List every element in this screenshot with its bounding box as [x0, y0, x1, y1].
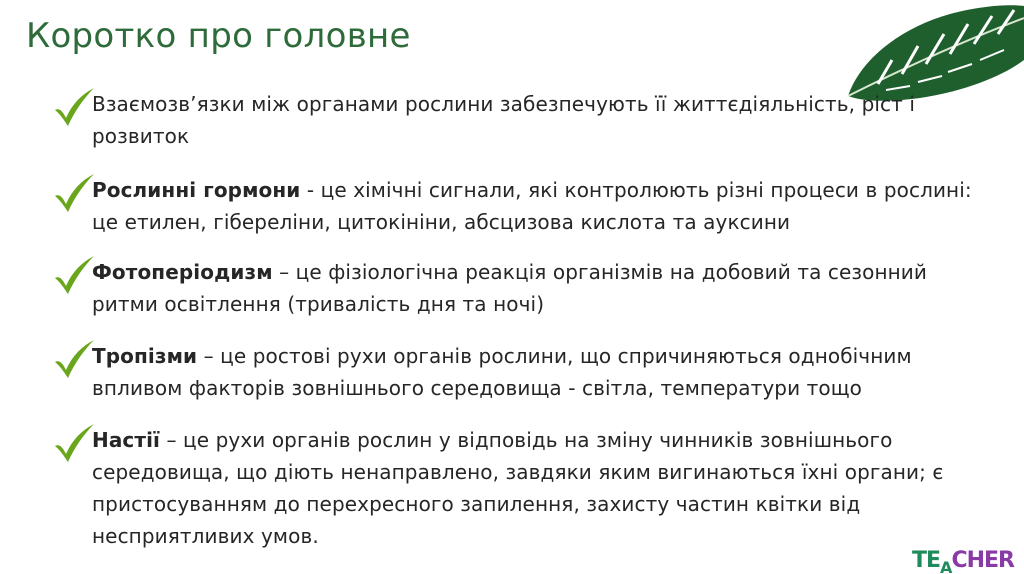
- bullet-description: – це рухи органів рослин у відповідь на зміну чинників зовнішнього середовища, що діють ненаправлено, завдяки яким вигинаються їхні органи; є пристосуванням до перехресного запилення, захисту частин квітки від несприятливих умов.: [92, 428, 944, 548]
- logo-part: CHER: [951, 548, 1014, 573]
- bullet-text: [92, 340, 992, 404]
- bullet-term: Тропізми: [92, 344, 198, 368]
- bullet-description: Взаємозв’язки між органами рослини забезпечують її життєдіяльність, ріст і розвиток: [92, 92, 915, 148]
- logo-part: TE: [912, 548, 941, 573]
- check-icon: [52, 422, 96, 466]
- bullet-text: [92, 424, 992, 552]
- check-icon: [52, 338, 96, 382]
- bullet-description: - це хімічні сигнали, які контролюють різні процеси в рослині: це етилен, гібереліни, цитокініни, абсцизова кислота та ауксини: [92, 178, 972, 234]
- teacher-logo: [912, 548, 1014, 574]
- check-icon: [52, 172, 96, 216]
- check-icon: [52, 86, 96, 130]
- bullet-term: Настії: [92, 428, 160, 452]
- bullet-description: – це фізіологічна реакція організмів на добовий та сезонний ритми освітлення (тривалість дня та ночі): [92, 260, 927, 316]
- bullet-text: [92, 88, 992, 152]
- check-icon: [52, 254, 96, 298]
- bullet-term: Фотоперіодизм: [92, 260, 273, 284]
- slide-title: Коротко про головне: [26, 16, 411, 56]
- bullet-text: [92, 174, 992, 238]
- logo-part: A: [940, 558, 952, 574]
- bullet-text: [92, 256, 992, 320]
- bullet-description: – це ростові рухи органів рослини, що спричиняються однобічним впливом факторів зовнішнього середовища - світла, температури тощо: [92, 344, 912, 400]
- bullet-term: Рослинні гормони: [92, 178, 301, 202]
